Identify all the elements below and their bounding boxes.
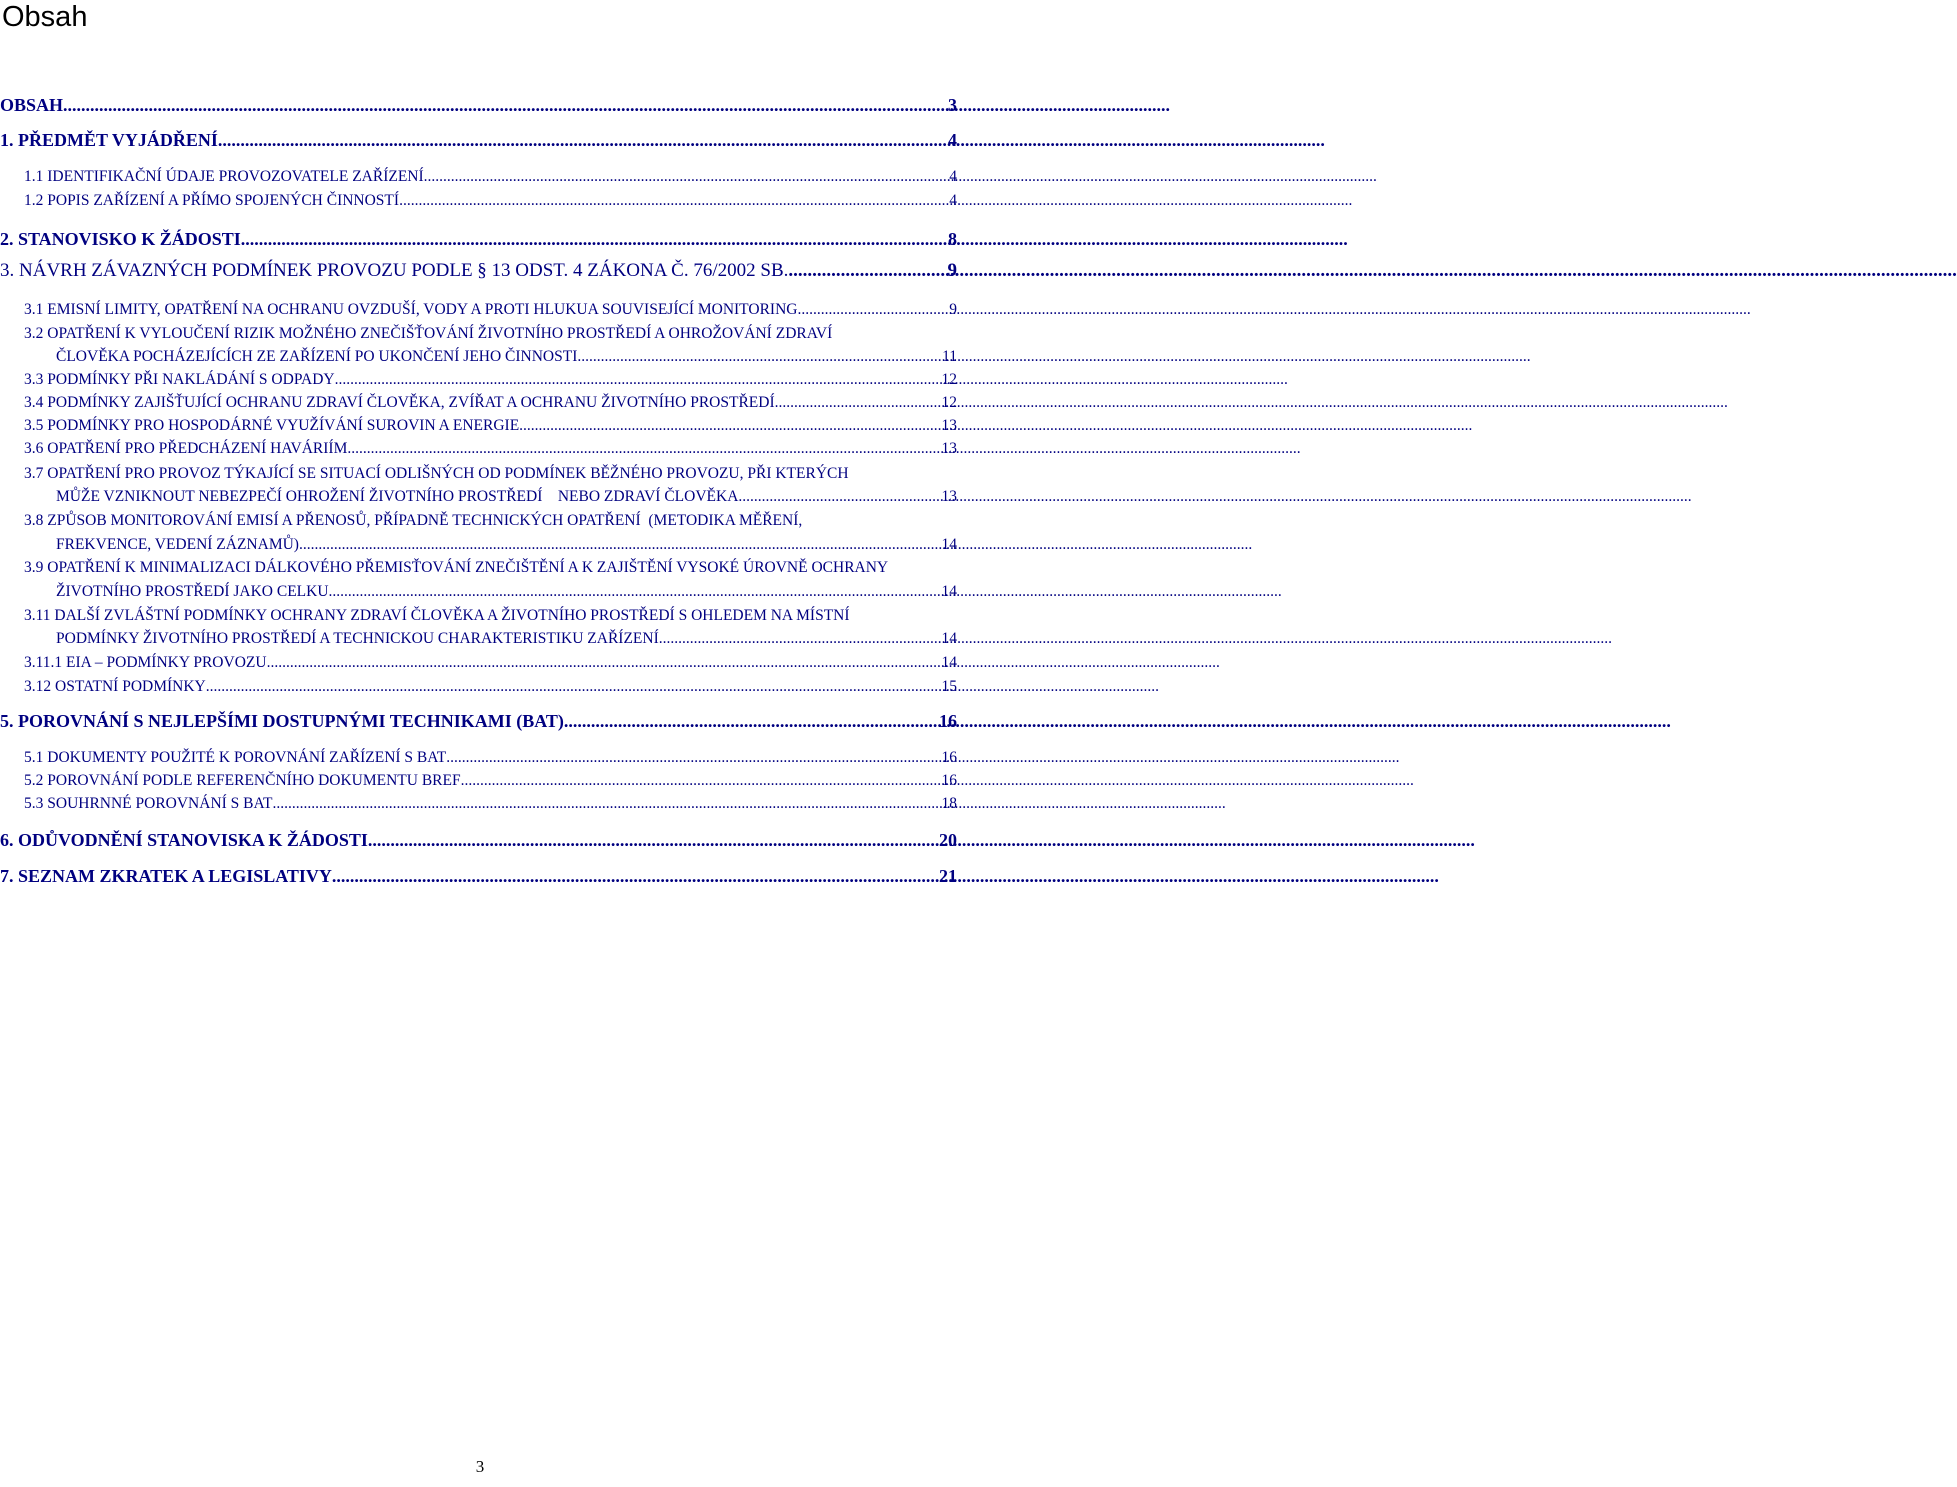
toc-entry-label: 3.9 OPATŘENÍ K MINIMALIZACI DÁLKOVÉHO PŘEMISŤOVÁNÍ ZNEČIŠTĚNÍ A K ZAJIŠTĚNÍ VYSOKÉ ÚROVNĚ OCHRANY <box>24 559 889 576</box>
toc-entry-label: OBSAH <box>0 95 64 115</box>
toc-page-number: 13 <box>941 488 957 505</box>
toc-entry-5-2[interactable] <box>24 769 957 793</box>
toc-entry-1-2[interactable] <box>24 189 957 213</box>
toc-entry-1[interactable] <box>0 128 957 152</box>
toc-entry-label: 5.1 DOKUMENTY POUŽITÉ K POROVNÁNÍ ZAŘÍZENÍ S BAT <box>24 749 447 766</box>
toc-entry-3-2-line1[interactable] <box>24 322 957 346</box>
toc-entry-obsah[interactable] <box>0 93 957 117</box>
toc-page-number: 14 <box>941 583 957 600</box>
toc-entry-3-8-line2[interactable] <box>56 533 957 557</box>
toc-entry-label: 1.2 POPIS ZAŘÍZENÍ A PŘÍMO SPOJENÝCH ČINNOSTÍ <box>24 192 400 209</box>
toc-entry-3-12[interactable] <box>24 675 957 699</box>
toc-entry-label: PODMÍNKY ŽIVOTNÍHO PROSTŘEDÍ A TECHNICKOU CHARAKTERISTIKU ZAŘÍZENÍ <box>56 630 659 647</box>
toc-page-number: 16 <box>941 772 957 789</box>
toc-dot-leader <box>461 769 941 793</box>
toc-entry-label: 3.8 ZPŮSOB MONITOROVÁNÍ EMISÍ A PŘENOSŮ, PŘÍPADNĚ TECHNICKÝCH OPATŘENÍ (METODIKA MĚŘENÍ, <box>24 512 803 529</box>
toc-entry-label: 2. STANOVISKO K ŽÁDOSTI <box>0 229 241 249</box>
toc-dot-leader <box>267 651 941 675</box>
toc-dot-leader <box>299 533 941 557</box>
toc-dot-leader <box>206 675 941 699</box>
toc-page-number: 9 <box>949 301 957 318</box>
toc-dot-leader <box>519 414 940 438</box>
toc-entry-label: 1. PŘEDMĚT VYJÁDŘENÍ <box>0 130 218 150</box>
toc-dot-leader <box>241 227 947 251</box>
toc-entry-3-5[interactable] <box>24 414 957 438</box>
toc-entry-label: 6. ODŮVODNĚNÍ STANOVISKA K ŽÁDOSTI <box>0 830 368 850</box>
toc-entry-3-3[interactable] <box>24 368 957 392</box>
toc-dot-leader <box>577 345 941 369</box>
toc-page-number: 9 <box>947 260 957 281</box>
toc-entry-label: 7. SEZNAM ZKRATEK A LEGISLATIVY <box>0 866 332 886</box>
toc-entry-label: 3.6 OPATŘENÍ PRO PŘEDCHÁZENÍ HAVÁRIÍM <box>24 440 348 457</box>
toc-dot-leader <box>446 746 940 770</box>
toc-entry-3-9-line1[interactable] <box>24 556 957 580</box>
toc-entry-7[interactable] <box>0 864 957 888</box>
toc-dot-leader <box>797 298 948 322</box>
toc-page-number: 12 <box>941 371 957 388</box>
toc-page-number: 3 <box>948 95 957 115</box>
toc-page-number: 4 <box>949 192 957 209</box>
toc-entry-label: 3.5 PODMÍNKY PRO HOSPODÁRNÉ VYUŽÍVÁNÍ SUROVIN A ENERGIE <box>24 417 520 434</box>
page-title: Obsah <box>2 1 88 33</box>
toc-entry-label: 3. NÁVRH ZÁVAZNÝCH PODMÍNEK PROVOZU PODLE § 13 ODST. 4 ZÁKONA Č. 76/2002 SB. <box>0 260 789 281</box>
toc-entry-label: 3.1 EMISNÍ LIMITY, OPATŘENÍ NA OCHRANU OVZDUŠÍ, VODY A PROTI HLUKUA SOUVISEJÍCÍ MONITORING <box>24 301 798 318</box>
toc-entry-label: 3.11 DALŠÍ ZVLÁŠTNÍ PODMÍNKY OCHRANY ZDRAVÍ ČLOVĚKA A ŽIVOTNÍHO PROSTŘEDÍ S OHLEDEM NA MÍSTNÍ <box>24 607 850 624</box>
toc-entry-label: 5. POROVNÁNÍ S NEJLEPŠÍMI DOSTUPNÝMI TECHNIKAMI (BAT) <box>0 711 564 731</box>
toc-entry-3-1[interactable] <box>24 298 957 322</box>
toc-entry-label: 1.1 IDENTIFIKAČNÍ ÚDAJE PROVOZOVATELE ZAŘÍZENÍ <box>24 168 424 185</box>
toc-entry-3[interactable] <box>0 259 957 283</box>
toc-entry-label: 3.11.1 EIA – PODMÍNKY PROVOZU <box>24 654 267 671</box>
toc-page-number: 20 <box>939 830 957 850</box>
toc-page-number: 4 <box>948 130 957 150</box>
toc-entry-2[interactable] <box>0 227 957 251</box>
toc-entry-label: MŮŽE VZNIKNOUT NEBEZPEČÍ OHROŽENÍ ŽIVOTNÍHO PROSTŘEDÍ NEBO ZDRAVÍ ČLOVĚKA <box>56 488 739 505</box>
toc-entry-label: 5.2 POROVNÁNÍ PODLE REFERENČNÍHO DOKUMENTU BREF <box>24 772 461 789</box>
toc-entry-label: 3.7 OPATŘENÍ PRO PROVOZ TÝKAJÍCÍ SE SITUACÍ ODLIŠNÝCH OD PODMÍNEK BĚŽNÉHO PROVOZU, PŘI KTERÝCH <box>24 465 849 482</box>
toc-entry-3-7-line1[interactable] <box>24 462 957 486</box>
toc-page-number: 14 <box>941 536 957 553</box>
toc-dot-leader <box>738 485 940 509</box>
toc-page-number: 16 <box>941 749 957 766</box>
toc-entry-label: FREKVENCE, VEDENÍ ZÁZNAMŮ) <box>56 536 299 553</box>
toc-entry-label: 3.3 PODMÍNKY PŘI NAKLÁDÁNÍ S ODPADY <box>24 371 335 388</box>
toc-entry-3-11-1[interactable] <box>24 651 957 675</box>
toc-dot-leader <box>332 864 938 888</box>
toc-entry-label: 3.2 OPATŘENÍ K VYLOUČENÍ RIZIK MOŽNÉHO ZNEČIŠŤOVÁNÍ ŽIVOTNÍHO PROSTŘEDÍ A OHROŽOVÁNÍ ZDRAVÍ <box>24 325 833 342</box>
toc-page-number: 13 <box>941 417 957 434</box>
toc-dot-leader <box>63 93 947 117</box>
toc-dot-leader <box>424 165 949 189</box>
toc-dot-leader <box>329 580 941 604</box>
toc-entry-3-2-line2[interactable] <box>56 345 957 369</box>
toc-entry-label: 5.3 SOUHRNNÉ POROVNÁNÍ S BAT <box>24 795 273 812</box>
toc-page-number: 15 <box>941 678 957 695</box>
toc-entry-5-1[interactable] <box>24 746 957 770</box>
toc-dot-leader <box>272 792 940 816</box>
toc-entry-3-9-line2[interactable] <box>56 580 957 604</box>
toc-entry-3-11-line2[interactable] <box>56 627 957 651</box>
toc-page-number: 14 <box>941 654 957 671</box>
toc-page-number: 16 <box>939 711 957 731</box>
toc-dot-leader <box>564 709 938 733</box>
toc-entry-6[interactable] <box>0 828 957 852</box>
table-of-contents <box>0 0 960 1487</box>
toc-entry-label: 3.4 PODMÍNKY ZAJIŠŤUJÍCÍ OCHRANU ZDRAVÍ ČLOVĚKA, ZVÍŘAT A OCHRANU ŽIVOTNÍHO PROSTŘEDÍ <box>24 394 775 411</box>
toc-entry-3-7-line2[interactable] <box>56 485 957 509</box>
toc-page-number: 13 <box>941 440 957 457</box>
toc-entry-3-6[interactable] <box>24 437 957 461</box>
toc-dot-leader <box>399 189 948 213</box>
toc-entry-5[interactable] <box>0 709 957 733</box>
toc-entry-label: ČLOVĚKA POCHÁZEJÍCÍCH ZE ZAŘÍZENÍ PO UKONČENÍ JEHO ČINNOSTI <box>56 348 578 365</box>
toc-entry-label: 3.12 OSTATNÍ PODMÍNKY <box>24 678 206 695</box>
toc-dot-leader <box>335 368 941 392</box>
toc-dot-leader <box>368 828 938 852</box>
toc-page-number: 4 <box>949 168 957 185</box>
toc-entry-5-3[interactable] <box>24 792 957 816</box>
toc-dot-leader <box>659 627 941 651</box>
toc-dot-leader <box>775 391 941 415</box>
toc-page-number: 11 <box>942 348 957 365</box>
toc-page-number: 8 <box>948 229 957 249</box>
toc-dot-leader <box>347 437 940 461</box>
toc-entry-3-4[interactable] <box>24 391 957 415</box>
toc-dot-leader <box>788 259 946 283</box>
toc-entry-1-1[interactable] <box>24 165 957 189</box>
toc-entry-3-8-line1[interactable] <box>24 509 957 533</box>
toc-entry-3-11-line1[interactable] <box>24 604 957 628</box>
page-number: 3 <box>475 1457 485 1476</box>
toc-page-number: 18 <box>941 795 957 812</box>
toc-entry-label: ŽIVOTNÍHO PROSTŘEDÍ JAKO CELKU <box>56 583 329 600</box>
toc-page-number: 14 <box>941 630 957 647</box>
toc-page-number: 21 <box>939 866 957 886</box>
toc-page-number: 12 <box>941 394 957 411</box>
toc-dot-leader <box>218 128 947 152</box>
